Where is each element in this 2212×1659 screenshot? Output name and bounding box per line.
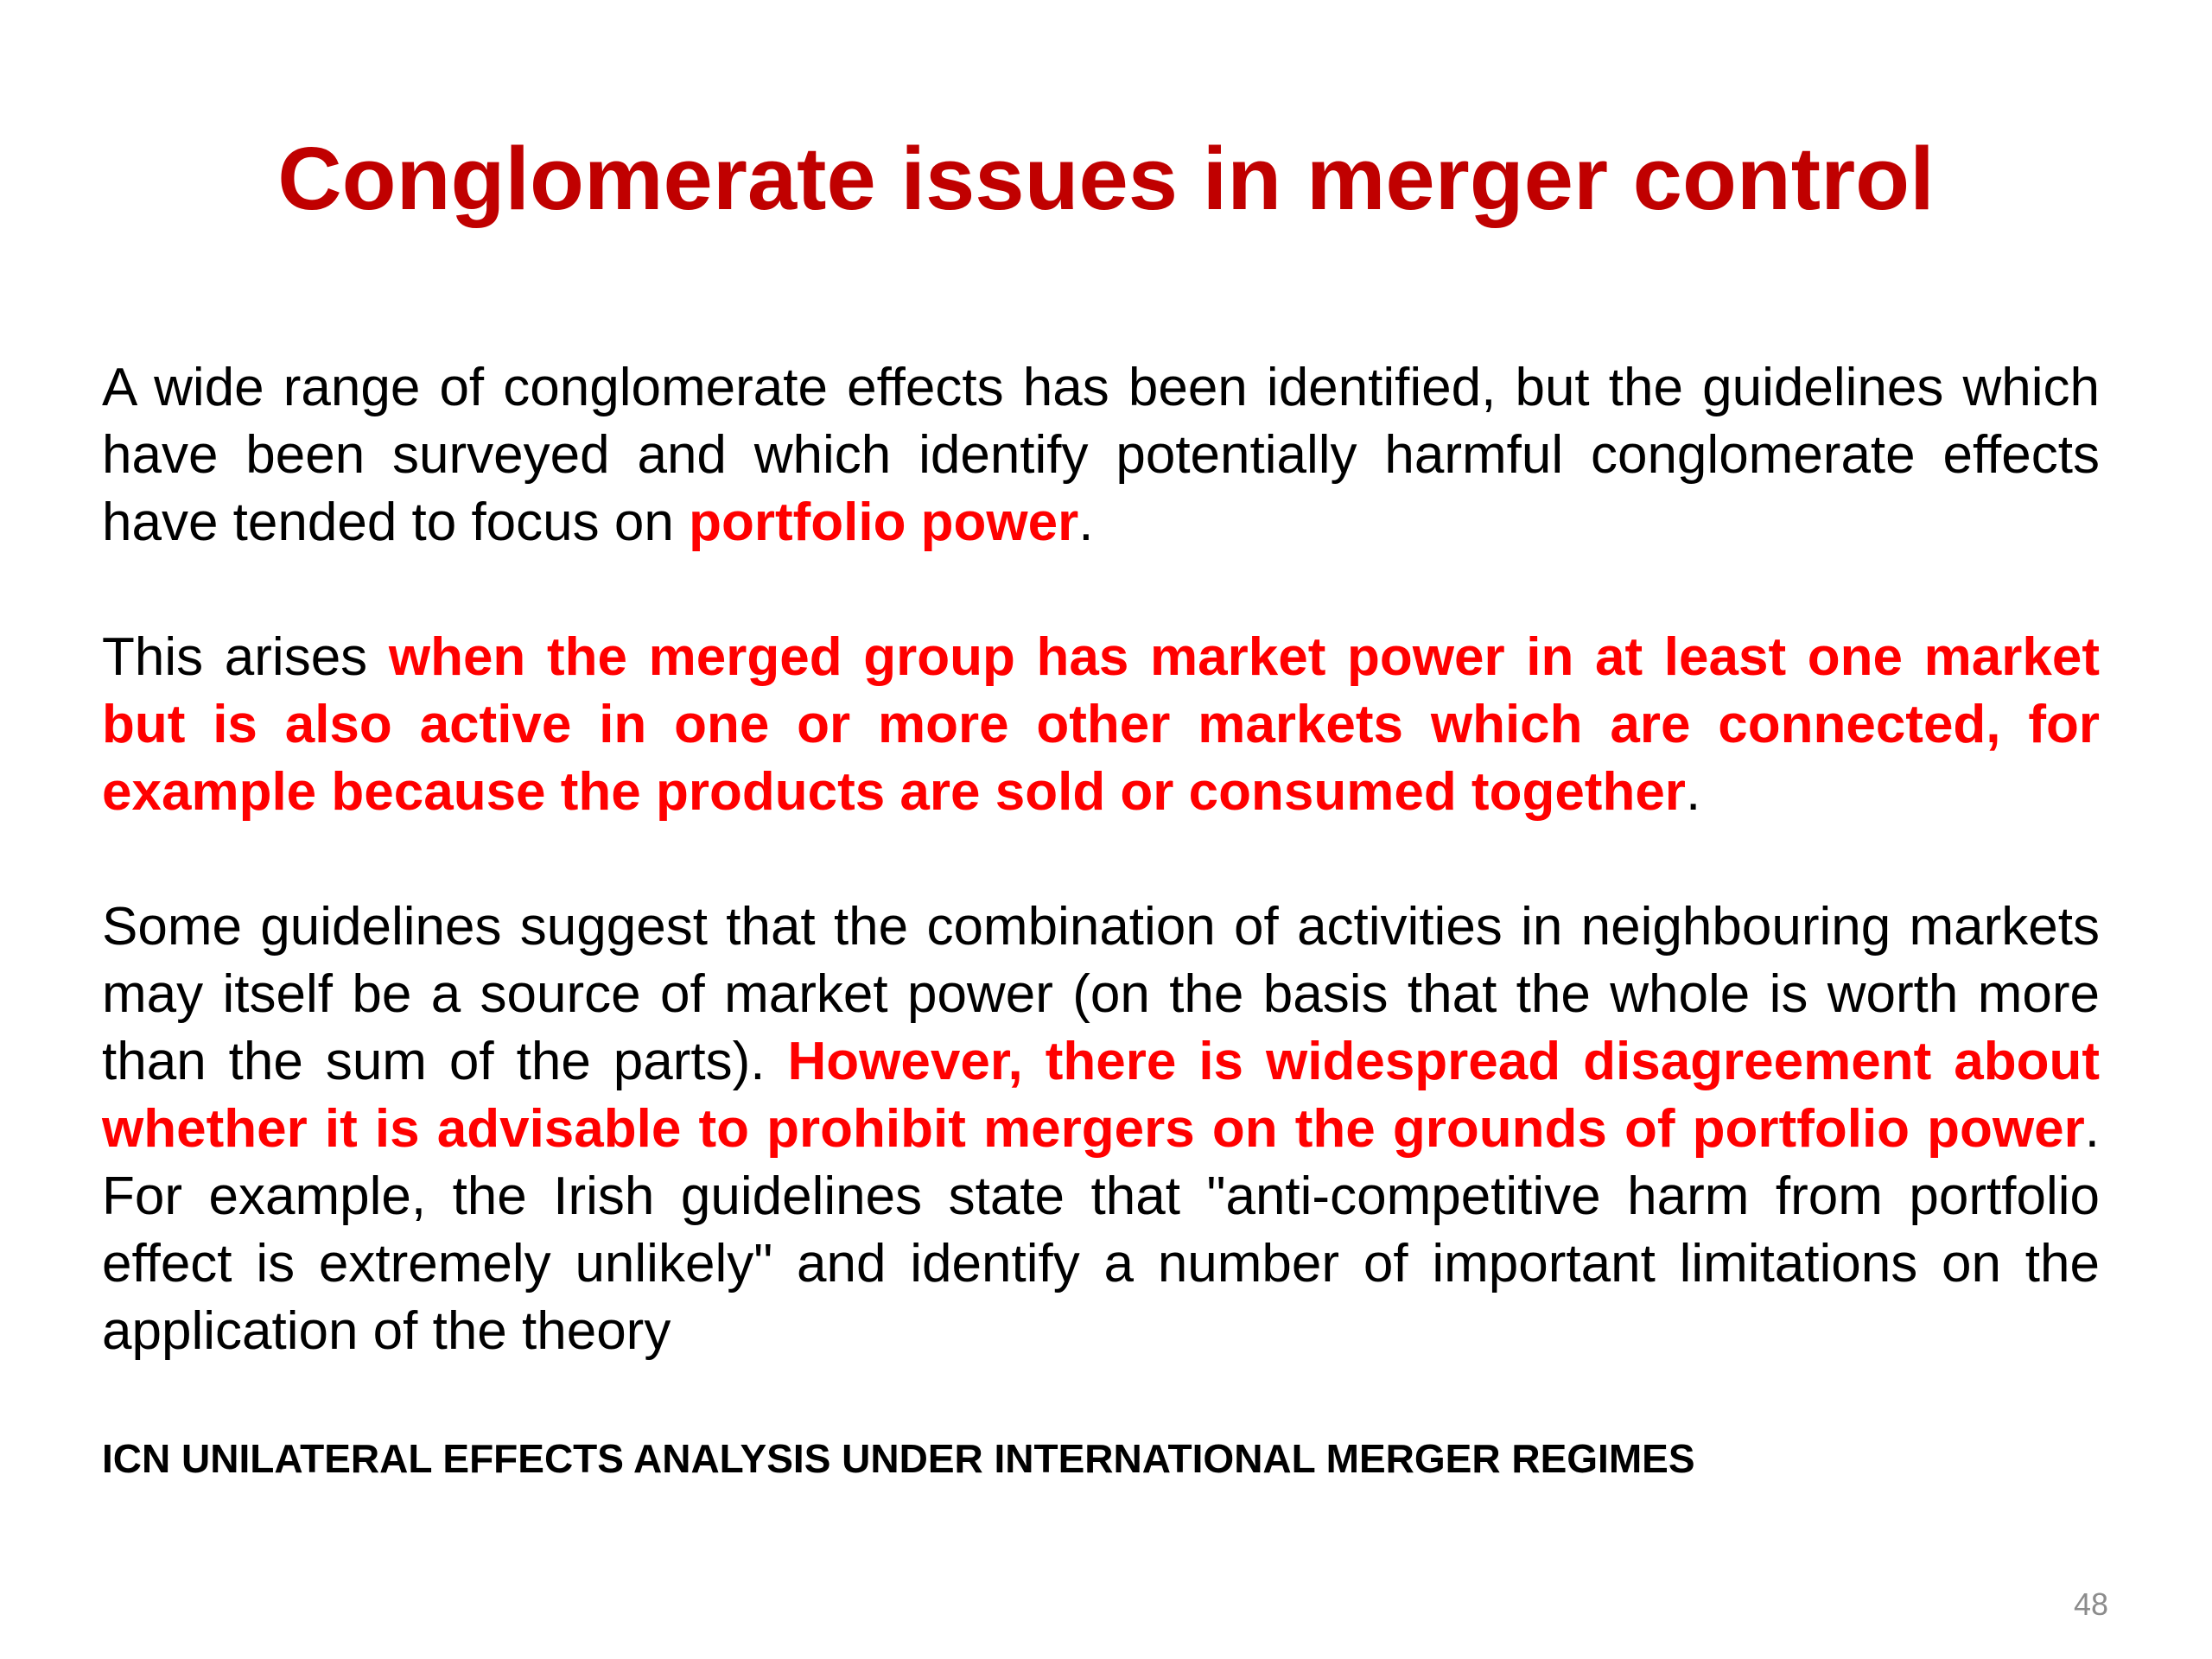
highlight-text: However, there is widespread disagreement about whether it is advisable to prohibit mergers on the grounds of portfolio power <box>102 1032 2100 1159</box>
paragraph-text: A wide range of conglomerate effects has been identified, but the guidelines which have been surveyed and which identify potentially harmful conglomerate effects have tended to focus on <box>102 358 2100 552</box>
paragraph-definition <box>102 624 2100 826</box>
paragraph-text: . <box>1078 493 1094 552</box>
paragraph-disagreement <box>102 893 2100 1365</box>
paragraph-text: Some guidelines suggest that the combination of activities in neighbouring markets may itself be a source of market power (on the basis that the whole is worth more than the sum of the parts). <box>102 897 2100 1091</box>
highlight-text: when the merged group has market power in at least one market but is also active in one or more other markets which are connected, for example because the products are sold or consumed together <box>102 627 2101 822</box>
paragraph-text: This arises <box>102 627 389 687</box>
paragraph-portfolio-power <box>102 354 2100 556</box>
slide-body <box>102 354 2100 1433</box>
page-number: 48 <box>2073 1586 2108 1622</box>
paragraph-text: . <box>1685 762 1701 822</box>
highlight-text: portfolio power <box>689 493 1079 552</box>
slide-title: Conglomerate issues in merger control <box>277 129 1935 228</box>
paragraph-text: . For example, the Irish guidelines state that "anti-competitive harm from portfolio effect is extremely unlikely" and identify a number of important limitations on the application of the theory <box>102 1099 2100 1361</box>
source-citation: ICN UNILATERAL EFFECTS ANALYSIS UNDER INTERNATIONAL MERGER REGIMES <box>102 1436 1695 1481</box>
